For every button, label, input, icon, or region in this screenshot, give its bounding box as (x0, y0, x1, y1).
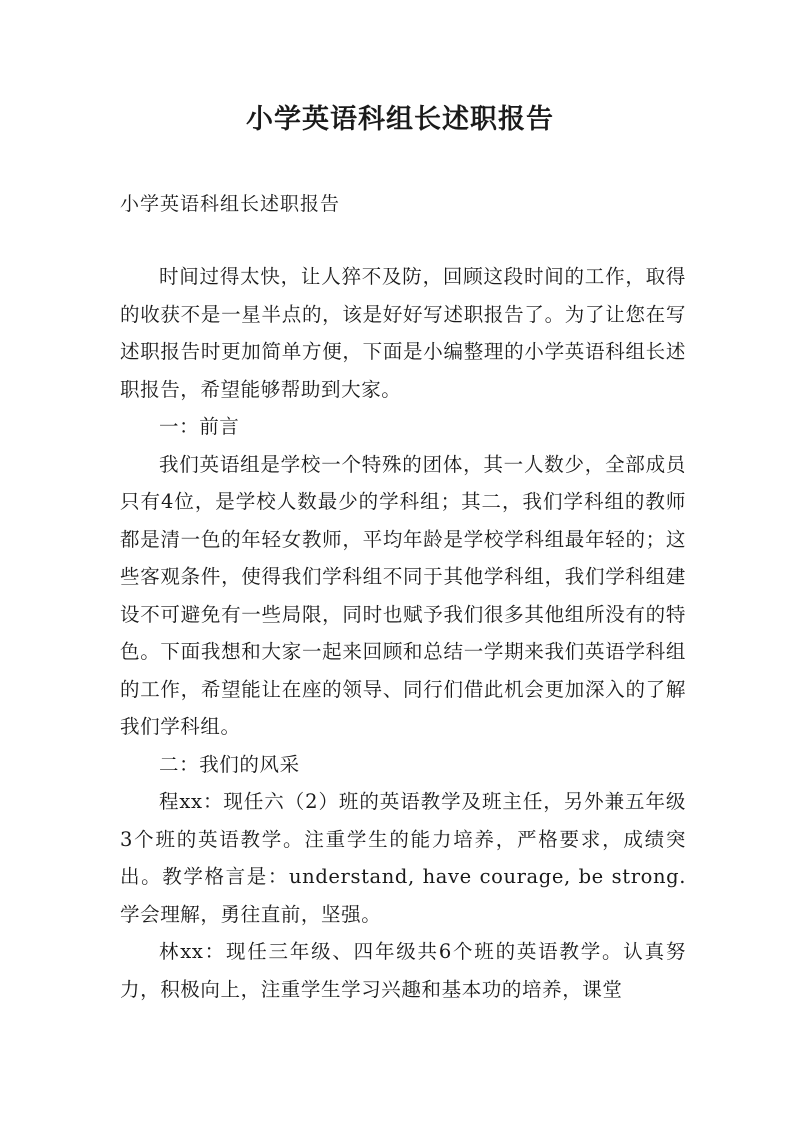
paragraph-intro: 时间过得太快，让人猝不及防，回顾这段时间的工作，取得的收获不是一星半点的，该是好好写述职报告了。为了让您在写述职报告时更加简单方便，下面是小编整理的小学英语科组长述职报告，希望能够帮助到大家。 (120, 265, 686, 401)
section-heading-preface: 一：前言 (159, 415, 240, 438)
paragraph-preface: 我们英语组是学校一个特殊的团体，其一人数少，全部成员只有4位，是学校人数最少的学科组；其二，我们学科组的教师都是清一色的年轻女教师，平均年龄是学校学科组最年轻的；这些客观条件，使得我们学科组不同于其他学科组，我们学科组建设不可避免有一些局限，同时也赋予我们很多其他组所没有的特色。下面我想和大家一起来回顾和总结一学期来我们英语学科组的工作，希望能让在座的领导、同行们借此机会更加深入的了解我们学科组。 (120, 452, 686, 738)
section-heading-our-style: 二：我们的风采 (159, 752, 300, 776)
paragraph-teacher-lin: 林xx：现任三年级、四年级共6个班的英语教学。认真努力，积极向上，注重学生学习兴趣和基本功的培养，课堂 (120, 940, 686, 1001)
document-title: 小学英语科组长述职报告 (246, 104, 554, 135)
document-body (120, 258, 686, 1008)
paragraph-teacher-cheng: 程xx：现任六（2）班的英语教学及班主任，另外兼五年级3个班的英语教学。注重学生的能力培养，严格要求，成绩突出。教学格言是：understand, have courage, be strong. 学会理解，勇往直前，坚强。 (120, 790, 686, 926)
document-subtitle: 小学英语科组长述职报告 (120, 193, 341, 215)
